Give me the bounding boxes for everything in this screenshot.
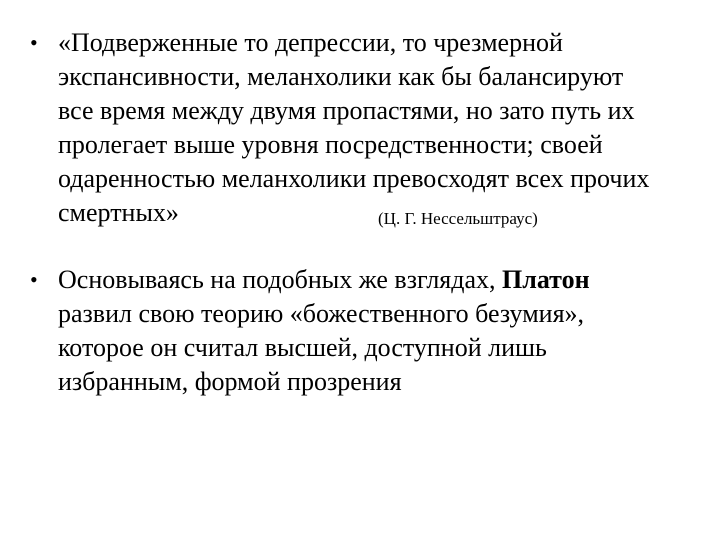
quote-line-2: экспансивности, меланхолики как бы балансируют <box>58 62 624 91</box>
plato-name: Платон <box>502 265 590 294</box>
plato-line-3: которое он считал высшей, доступной лишь <box>58 333 547 362</box>
plato-line-2: развил свою теорию «божественного безумия», <box>58 299 585 328</box>
quote-line-4: пролегает выше уровня посредственности; своей <box>58 130 603 159</box>
quote-text <box>58 26 718 230</box>
quote-line-5: одаренностью меланхолики превосходят всех прочих <box>58 164 650 193</box>
quote-line-6 <box>58 196 718 230</box>
bullet-icon: • <box>30 30 38 55</box>
quote-attribution: (Ц. Г. Нессельштраус) <box>378 209 538 228</box>
quote-line-6-text: смертных» <box>58 198 179 227</box>
plato-line-1 <box>58 263 718 297</box>
plato-line-4: избранным, формой прозрения <box>58 367 402 396</box>
plato-line-1-prefix: Основываясь на подобных же взглядах, <box>58 265 503 294</box>
bullet-icon: • <box>30 267 38 292</box>
quote-line-1: «Подверженные то депрессии, то чрезмерной <box>58 28 563 57</box>
quote-line-3: все время между двумя пропастями, но зато путь их <box>58 96 635 125</box>
plato-text <box>58 263 718 399</box>
